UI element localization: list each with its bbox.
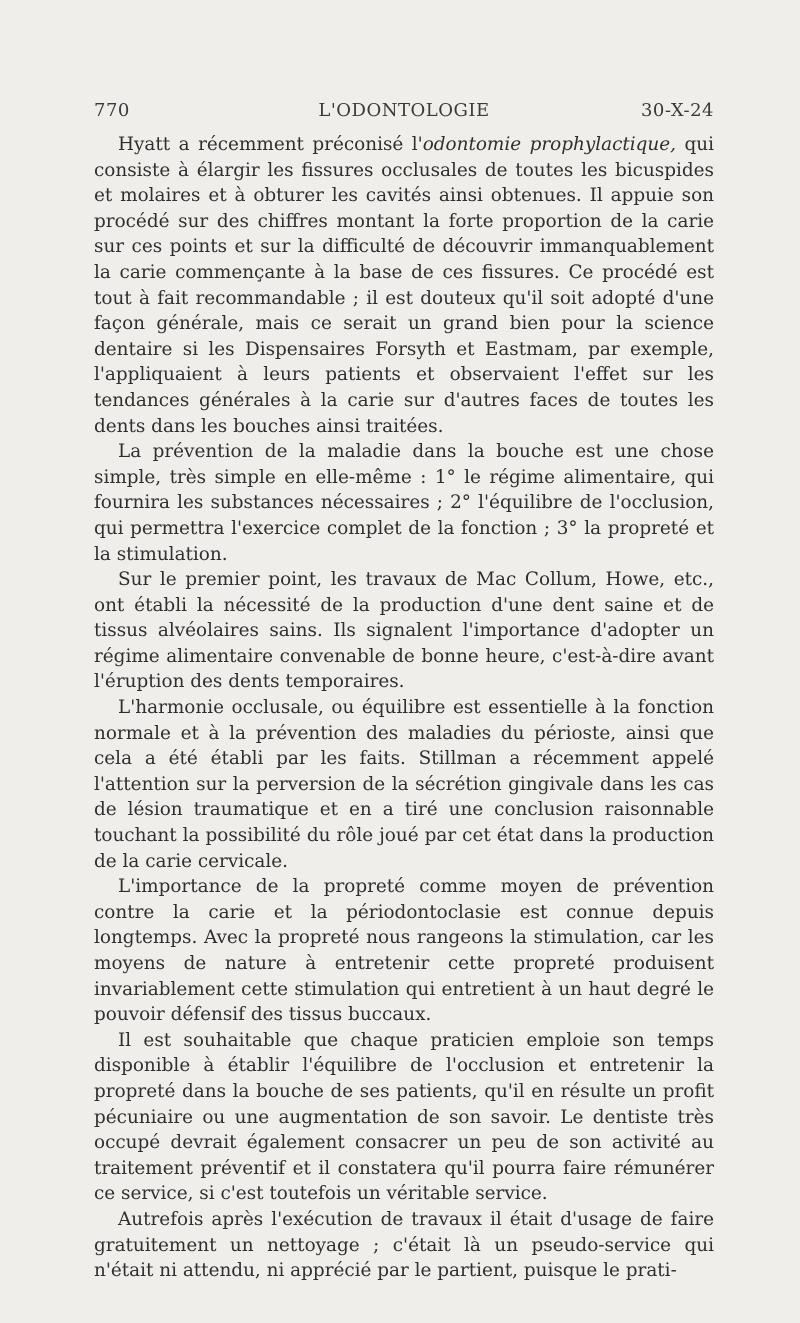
paragraph-text: Hyatt a récemment préconisé l' <box>118 134 423 155</box>
journal-title: L'ODONTOLOGIE <box>318 100 490 121</box>
article-body <box>94 132 714 1284</box>
paragraph: L'harmonie occlusale, ou équilibre est essentielle à la fonction normale et à la prévention des maladies du périoste, ainsi que cela a été établi par les faits. Stillman a récemment appelé l'attention sur la perversion de la sécrétion gingivale dans les cas de lésion traumatique et en a tiré une conclusion raisonnable touchant la possibilité du rôle joué par cet état dans la production de la carie cervicale. <box>94 697 714 872</box>
page-number: 770 <box>94 100 130 121</box>
paragraph: Autrefois après l'exécution de travaux il était d'usage de faire gratuitement un nettoyage ; c'était là un pseudo-service qui n'était ni attendu, ni apprécié par le partient, puisque le prati- <box>94 1208 714 1282</box>
paragraph: Il est souhaitable que chaque praticien emploie son temps disponible à établir l'équilibre de l'occlusion et entretenir la propreté dans la bouche de ses patients, qu'il en résulte un profit pécuniaire ou une augmentation de son savoir. Le dentiste très occupé devrait également consacrer un peu de son activité au traitement préventif et il constatera qu'il pourra faire rémunérer ce service, si c'est toutefois un véritable service. <box>94 1029 714 1205</box>
paragraph <box>94 132 714 439</box>
italic-term: odontomie prophylactique, <box>422 134 677 155</box>
running-header <box>94 100 714 126</box>
issue-date: 30-X-24 <box>640 100 714 121</box>
paragraph: La prévention de la maladie dans la bouche est une chose simple, très simple en elle-même : 1° le régime alimentaire, qui fournira les substances nécessaires ; 2° l'équilibre de l'occlusion, qui permettra l'exercice complet de la fonction ; 3° la propreté et la stimulation. <box>94 441 714 565</box>
paragraph: L'importance de la propreté comme moyen de prévention contre la carie et la périodontoclasie est connue depuis longtemps. Avec la propreté nous rangeons la stimulation, car les moyens de nature à entretenir cette propreté produisent invariablement cette stimulation qui entretient à un haut degré le pouvoir défensif des tissus buccaux. <box>94 876 714 1026</box>
paragraph-text: qui consiste à élargir les fissures occlusales de toutes les bicuspides et molaires et à obturer les cavités ainsi obtenues. Il appuie son procédé sur des chiffres montant la forte proportion de la carie sur ces points et sur la difficulté de découvrir immanquablement la carie commençante à la base de ces fissures. Ce procédé est tout à fait recommandable ; il est douteux qu'il soit adopté d'une façon générale, mais ce serait un grand bien pour la science dentaire si les Dispensaires Forsyth et Eastmam, par exemple, l'appliquaient à leurs patients et observaient l'effet sur les tendances générales à la carie sur d'autres faces de toutes les dents dans les bouches ainsi traitées. <box>94 134 714 437</box>
paragraph: Sur le premier point, les travaux de Mac Collum, Howe, etc., ont établi la nécessité de la production d'une dent saine et de tissus alvéolaires sains. Ils signalent l'importance d'adopter un régime alimentaire convenable de bonne heure, c'est-à-dire avant l'éruption des dents temporaires. <box>94 569 714 693</box>
